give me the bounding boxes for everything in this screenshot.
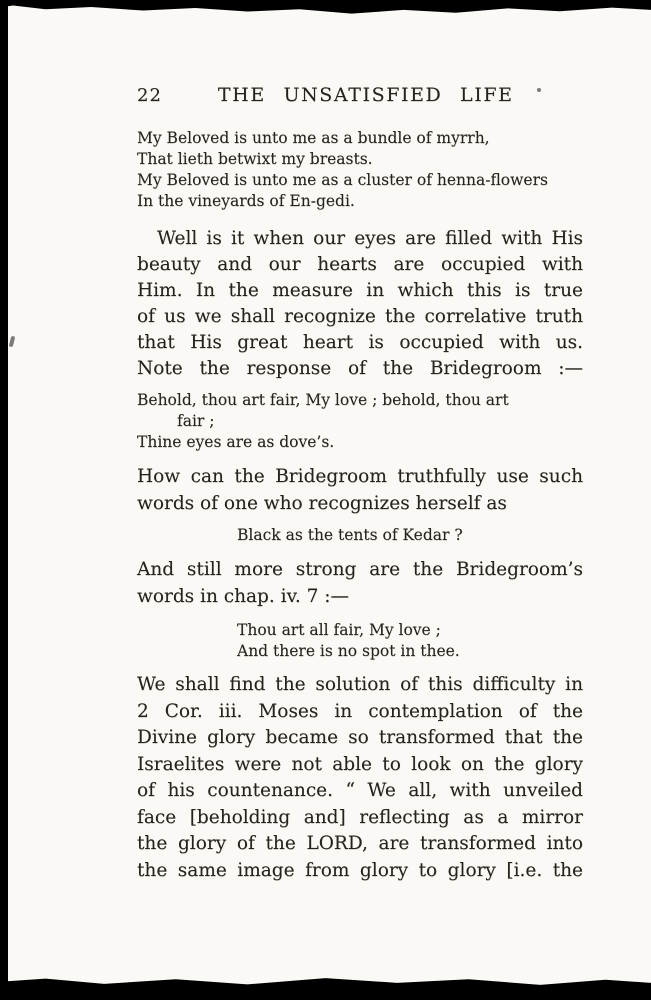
verse-quote-myrrh	[137, 128, 583, 212]
paragraph-line: How can the Bridegroom truthfully use such	[137, 466, 583, 487]
verse-line: fair ;	[177, 412, 215, 430]
verse-line: My Beloved is unto me as a bundle of myrrh,	[137, 129, 490, 147]
paragraph-line: Well is it when our eyes are filled with His	[157, 228, 583, 249]
verse-line: Behold, thou art fair, My love ; behold, thou art	[137, 391, 509, 409]
paragraph-well-is-it	[137, 226, 583, 382]
paragraph-line: the glory of the LORD, are transformed into	[137, 833, 583, 854]
verse-line: In the vineyards of En-gedi.	[137, 192, 355, 210]
paragraph-line: that His great heart is occupied with us.	[137, 332, 583, 353]
paragraph-we-shall-find	[137, 672, 583, 884]
paragraph-line: of us we shall recognize the correlative truth	[137, 306, 583, 327]
paragraph-line: 2 Cor. iii. Moses in contemplation of the	[137, 700, 583, 722]
paragraph-line: words of one who recognizes herself as	[137, 493, 507, 514]
paragraph-line: We shall find the solution of this difficulty in	[137, 674, 583, 695]
running-title: THE UNSATISFIED LIFE	[217, 84, 514, 106]
paragraph-line: face [beholding and] reflecting as a mirror	[137, 806, 583, 828]
paragraph-line: Divine glory became so transformed that the	[137, 727, 583, 748]
paragraph-line: beauty and our hearts are occupied with	[137, 254, 583, 275]
paragraph-line: Him. In the measure in which this is true	[137, 280, 583, 301]
verse-quote-behold	[137, 390, 583, 453]
verse-line: Thine eyes are as dove’s.	[137, 433, 335, 451]
paragraph-line: words in chap. iv. 7 :—	[137, 586, 349, 607]
page-number: 22	[137, 85, 162, 106]
paragraph-line: of his countenance. “ We all, with unveiled	[137, 780, 583, 801]
verse-line: And there is no spot in thee.	[237, 642, 460, 660]
paragraph-line: And still more strong are the Bridegroom’s	[137, 559, 583, 580]
page-header	[137, 84, 583, 106]
paragraph-line: the same image from glory to glory [i.e. the	[137, 859, 583, 881]
paragraph-how-can	[137, 463, 583, 517]
verse-line: Thou art all fair, My love ;	[237, 621, 441, 639]
paragraph-line: Note the response of the Bridegroom :—	[137, 358, 583, 379]
verse-quote-all-fair	[237, 620, 583, 662]
paragraph-line: Israelites were not able to look on the glory	[137, 753, 583, 775]
verse-quote-kedar: Black as the tents of Kedar ?	[237, 526, 463, 544]
verse-line: My Beloved is unto me as a cluster of henna-flowers	[137, 171, 548, 189]
paragraph-and-still	[137, 556, 583, 610]
verse-line: That lieth betwixt my breasts.	[137, 150, 373, 168]
